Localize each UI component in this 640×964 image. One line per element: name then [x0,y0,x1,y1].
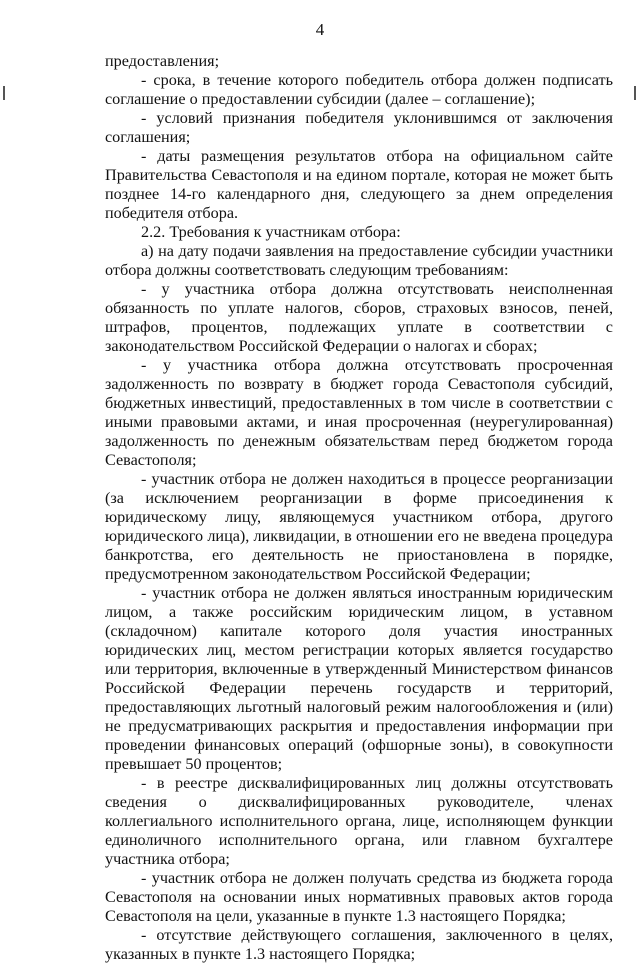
subsection-a: а) на дату подачи заявления на предоставление субсидии участники отбора должны соответствовать следующим требованиям: [105,242,613,279]
requirement-no-other-funding: - участник отбора не должен получать средства из бюджета города Севастополя на основании иных нормативных правовых актов города Севастополя на цели, указанные в пункте 1.3 настоящего Порядка; [105,869,613,925]
list-item-signing-deadline: - срока, в течение которого победитель отбора должен подписать соглашение о предоставлении субсидии (далее – соглашение); [105,71,613,108]
list-item-evasion-conditions: - условий признания победителя уклонившимся от заключения соглашения; [105,109,613,146]
requirement-no-budget-debt: - у участника отбора должна отсутствовать просроченная задолженность по возврату в бюджет города Севастополя субсидий, бюджетных инвестиций, предоставленных в том числе в соответствии с иными правовыми актами, и иная просроченная (неурегулированная) задолженность по денежным обязательствам перед бюджетом города Севастополя; [105,356,613,469]
page-number: 4 [315,20,325,39]
requirement-no-disqualified-persons: - в реестре дисквалифицированных лиц должны отсутствовать сведения о дисквалифицированных руководителе, членах коллегиального исполнительного органа, лице, исполняющем функции единоличного исполнительного органа, или главном бухгалтере участника отбора; [105,774,613,868]
requirement-no-active-agreement: - отсутствие действующего соглашения, заключенного в целях, указанных в пункте 1.3 настоящего Порядка; [105,926,613,963]
requirement-not-foreign-entity: - участник отбора не должен являться иностранным юридическим лицом, а также российским юридическим лицом, в уставном (складочном) капитале которого доля участия иностранных юридических лиц, местом регистрации которых является государство или территория, включенные в утвержденный Министерством финансов Российской Федерации перечень государств и территорий, предоставляющих льготный налоговый режим налогообложения и (или) не предусматривающих раскрытия и предоставления информации при проведении финансовых операций (офшорные зоны), в совокупности превышает 50 процентов; [105,584,613,773]
requirement-no-tax-debt: - у участника отбора должна отсутствовать неисполненная обязанность по уплате налогов, сборов, страховых взносов, пеней, штрафов, процентов, подлежащих уплате в соответствии с законодательством Российской Федерации о налогах и сборах; [105,280,613,355]
paragraph-continuation: предоставления; [105,52,220,70]
document-body [105,52,613,964]
section-heading-2-2: 2.2. Требования к участникам отбора: [141,223,401,241]
list-item-publication-date: - даты размещения результатов отбора на официальном сайте Правительства Севастополя и на едином портале, которая не может быть позднее 14-го календарного дня, следующего за днем определения победителя отбора. [105,147,613,222]
left-margin-mark [3,86,5,100]
requirement-no-reorganization: - участник отбора не должен находиться в процессе реорганизации (за исключением реорганизации в форме присоединения к юридическому лицу, являющемуся участником отбора, другого юридического лица), ликвидации, в отношении его не введена процедура банкротства, его деятельность не приостановлена в порядке, предусмотренном законодательством Российской Федерации; [105,470,613,583]
right-margin-mark [634,86,636,100]
